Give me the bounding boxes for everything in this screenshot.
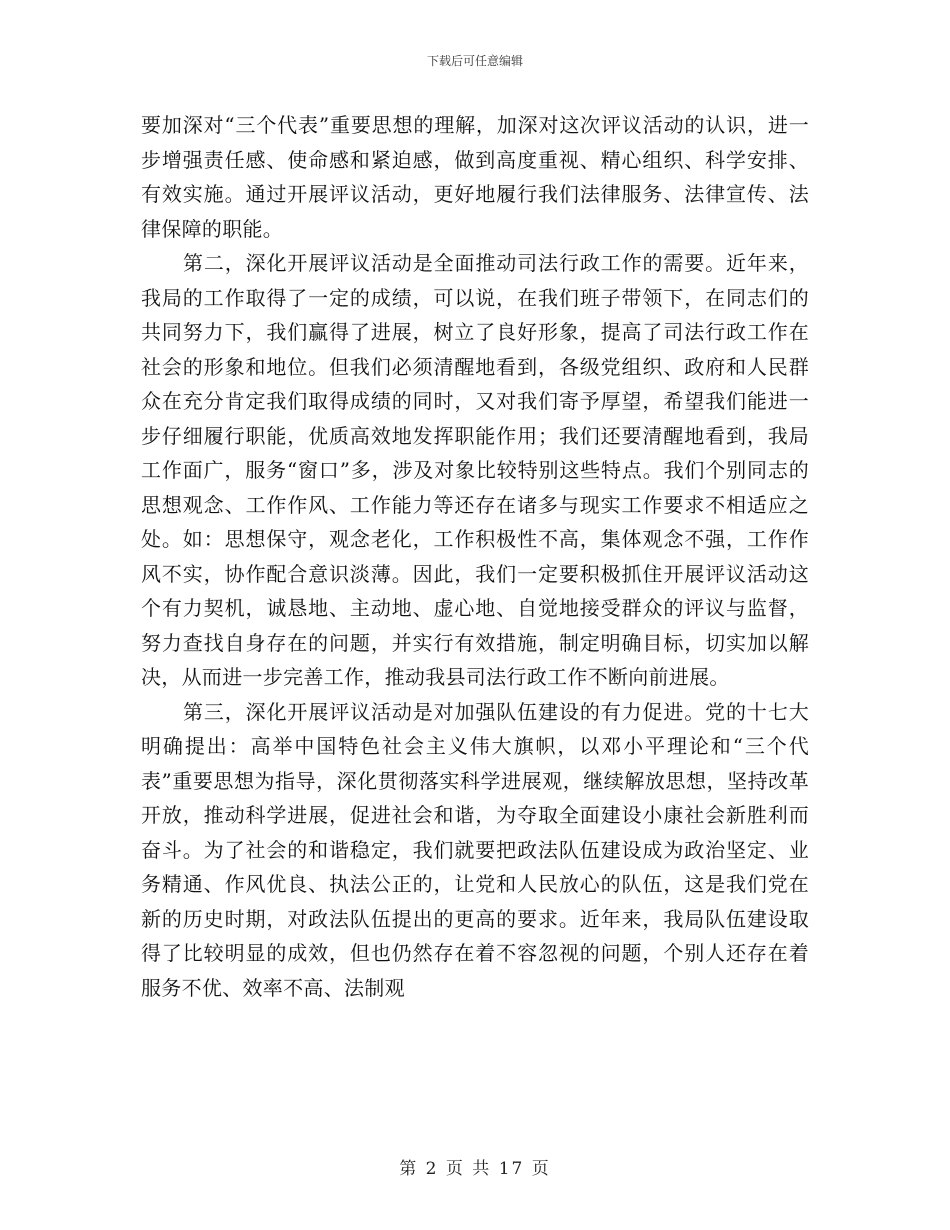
paragraph-second-point: 第二，深化开展评议活动是全面推动司法行政工作的需要。近年来，我局的工作取得了一定的成绩，可以说，在我们班子带领下，在同志们的共同努力下，我们赢得了进展，树立了良好形象，提高了司法行政工作在社会的形象和地位。但我们必须清醒地看到，各级党组织、政府和人民群众在充分肯定我们取得成绩的同时，又对我们寄予厚望，希望我们能进一步仔细履行职能，优质高效地发挥职能作用；我们还要清醒地看到，我局工作面广，服务“窗口”多，涉及对象比较特别这些特点。我们个别同志的思想观念、工作作风、工作能力等还存在诸多与现实工作要求不相适应之处。如：思想保守，观念老化，工作积极性不高，集体观念不强，工作作风不实，协作配合意识淡薄。因此，我们一定要积极抓住开展评议活动这个有力契机，诚恳地、主动地、虚心地、自觉地接受群众的评议与监督，努力查找自身存在的问题，并实行有效措施，制定明确目标，切实加以解决，从而进一步完善工作，推动我县司法行政工作不断向前进展。 bbox=[141, 251, 809, 689]
paragraph-third-point: 第三，深化开展评议活动是对加强队伍建设的有力促进。党的十七大明确提出：高举中国特色社会主义伟大旗帜，以邓小平理论和“三个代表”重要思想为指导，深化贯彻落实科学进展观，继续解放思想，坚持改革开放，推动科学进展，促进社会和谐，为夺取全面建设小康社会新胜利而奋斗。为了社会的和谐稳定，我们就要把政法队伍建设成为政治坚定、业务精通、作风优良、执法公正的，让党和人民放心的队伍，这是我们党在新的历史时期，对政法队伍提出的更高的要求。近年来，我局队伍建设取得了比较明显的成效，但也仍然存在着不容忽视的问题，个别人还存在着服务不优、效率不高、法制观 bbox=[141, 699, 809, 1000]
page-header: 下载后可任意编辑 bbox=[426, 54, 523, 68]
page-number-footer: 第 2 页 共 17 页 bbox=[399, 1159, 551, 1179]
paragraph-continued: 要加深对“三个代表”重要思想的理解，加深对这次评议活动的认识，进一步增强责任感、使命感和紧迫感，做到高度重视、精心组织、科学安排、有效实施。通过开展评议活动，更好地履行我们法律服务、法律宣传、法律保障的职能。 bbox=[141, 113, 809, 241]
document-body bbox=[141, 108, 809, 1005]
